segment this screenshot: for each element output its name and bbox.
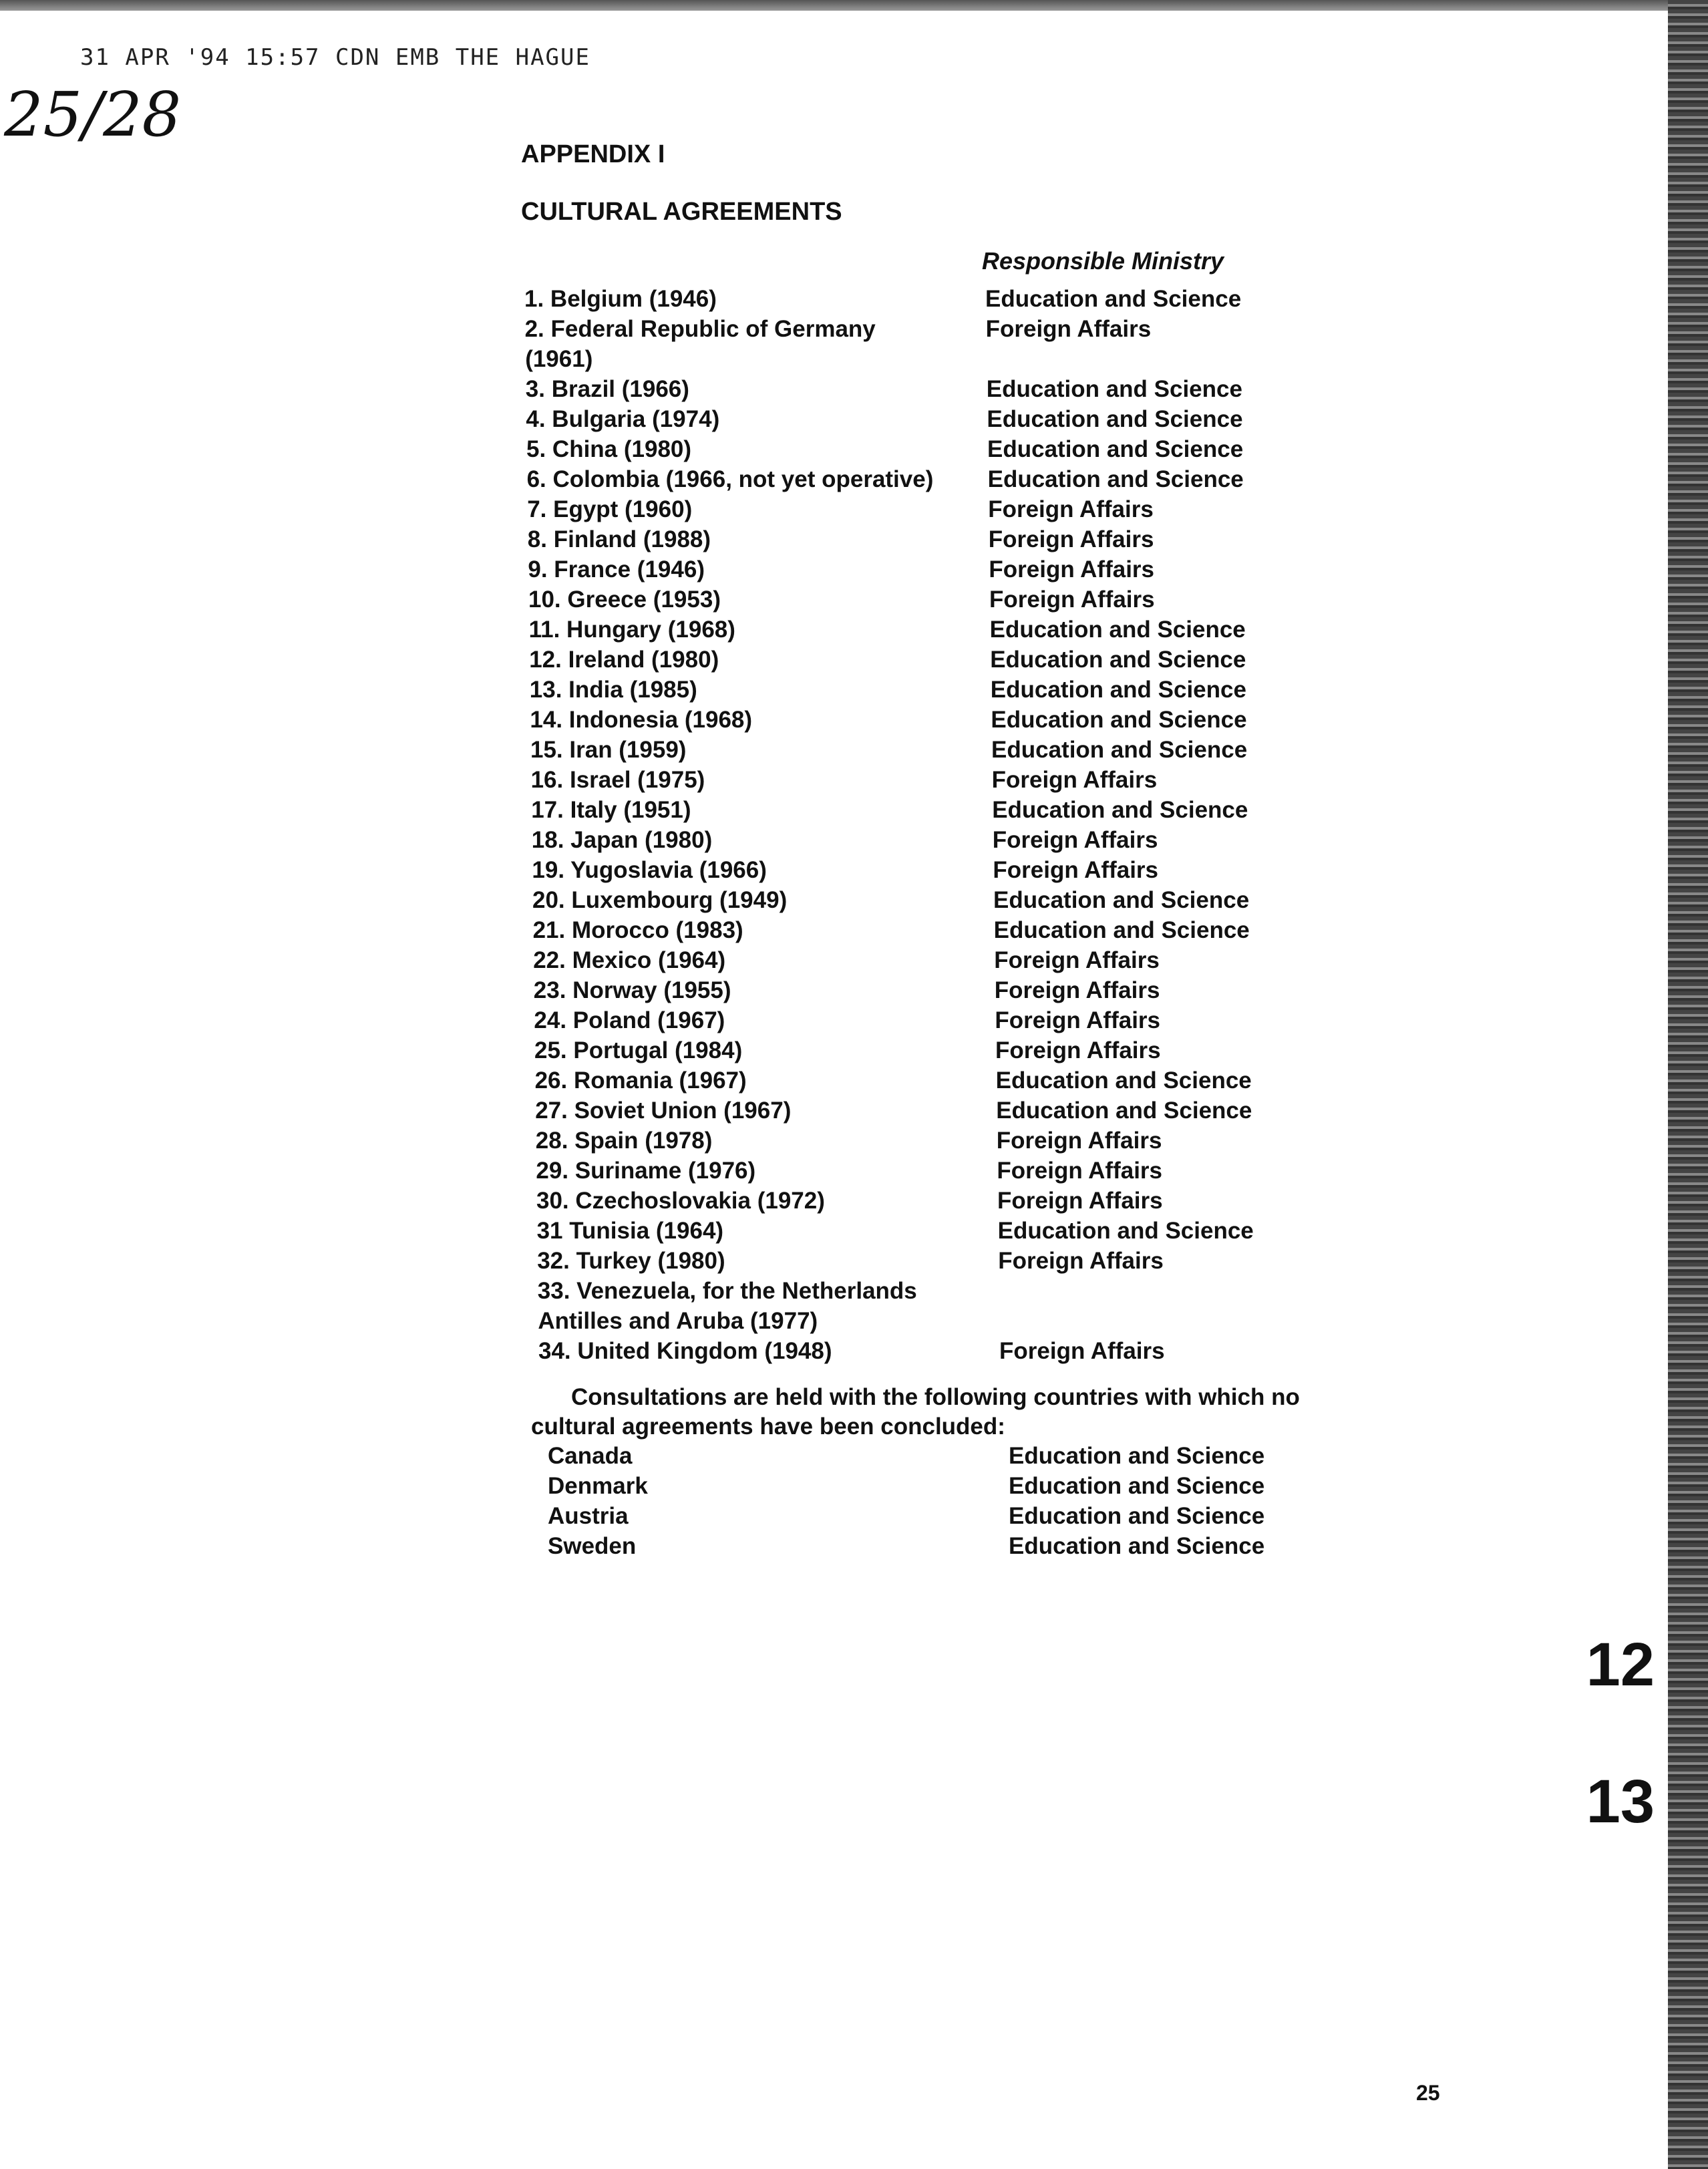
ministry-entry: Foreign Affairs: [989, 556, 1155, 582]
ministry-entry: Foreign Affairs: [997, 1158, 1163, 1184]
country-entry: Sweden: [548, 1533, 637, 1559]
country-entry: 14. Indonesia (1968): [530, 707, 753, 733]
ministry-entry: Education and Science: [987, 436, 1244, 462]
ministry-entry: Education and Science: [987, 406, 1243, 432]
country-entry: Denmark: [548, 1473, 648, 1499]
ministry-entry: Foreign Affairs: [992, 827, 1158, 853]
country-entry: 3. Brazil (1966): [525, 376, 689, 402]
country-entry: 1. Belgium (1946): [524, 286, 717, 312]
ministry-entry: Education and Science: [985, 286, 1242, 312]
scan-top-edge: [0, 0, 1708, 11]
country-entry: 15. Iran (1959): [530, 737, 687, 763]
country-entry: 31 Tunisia (1964): [536, 1218, 724, 1244]
consultations-paragraph: [531, 1383, 1366, 1442]
country-entry: 19. Yugoslavia (1966): [532, 857, 767, 883]
country-entry: 23. Norway (1955): [533, 977, 731, 1003]
fax-header: 31 APR '94 15:57 CDN EMB THE HAGUE: [80, 44, 590, 71]
ministry-entry: Education and Science: [1009, 1443, 1265, 1469]
country-entry: 10. Greece (1953): [528, 587, 721, 613]
country-entry: 7. Egypt (1960): [527, 496, 693, 522]
ministry-entry: Education and Science: [995, 1067, 1252, 1094]
country-entry: 11. Hungary (1968): [528, 617, 735, 643]
country-entry: 16. Israel (1975): [530, 767, 705, 793]
ministry-entry: Education and Science: [997, 1218, 1254, 1244]
ministry-entry: Education and Science: [991, 737, 1248, 763]
ministry-entry: Foreign Affairs: [985, 316, 1152, 342]
ministry-entry: Education and Science: [989, 617, 1246, 643]
ministry-entry: Foreign Affairs: [996, 1128, 1162, 1154]
country-entry: 17. Italy (1951): [531, 797, 691, 823]
ministry-entry: Foreign Affairs: [994, 977, 1160, 1003]
ministry-entry: Education and Science: [987, 466, 1244, 492]
country-entry: 9. France (1946): [528, 556, 705, 582]
ministry-entry: Foreign Affairs: [997, 1188, 1163, 1214]
consultations-line-2: cultural agreements have been concluded:: [531, 1413, 1005, 1440]
country-entry: 18. Japan (1980): [531, 827, 713, 853]
tab-label-13: 13: [1586, 1768, 1655, 1836]
ministry-entry: Foreign Affairs: [989, 587, 1155, 613]
consultations-line-1: Consultations are held with the following countries with which no: [571, 1384, 1300, 1410]
tab-label-12: 12: [1586, 1631, 1655, 1699]
ministry-entry: Education and Science: [996, 1098, 1252, 1124]
ministry-entry: Education and Science: [1009, 1473, 1265, 1499]
ministry-entry: Education and Science: [991, 707, 1247, 733]
country-entry: 32. Turkey (1980): [537, 1248, 725, 1274]
ministry-entry: Education and Science: [1009, 1533, 1265, 1559]
scan-right-edge: [1668, 0, 1708, 2169]
country-entry: 20. Luxembourg (1949): [532, 887, 788, 913]
ministry-entry: Education and Science: [992, 797, 1248, 823]
country-entry: 33. Venezuela, for the Netherlands: [537, 1278, 917, 1304]
ministry-entry: Foreign Affairs: [988, 526, 1154, 552]
country-entry: 21. Morocco (1983): [532, 917, 743, 943]
page-number: 25: [1416, 2081, 1440, 2105]
country-entry: 25. Portugal (1984): [534, 1037, 743, 1063]
country-entry: 27. Soviet Union (1967): [535, 1098, 792, 1124]
country-entry: 28. Spain (1978): [535, 1128, 713, 1154]
country-entry: Austria: [548, 1503, 629, 1529]
country-entry: 34. United Kingdom (1948): [538, 1338, 832, 1364]
country-entry: 29. Suriname (1976): [536, 1158, 756, 1184]
ministry-entry: Foreign Affairs: [998, 1248, 1164, 1274]
ministry-entry: Foreign Affairs: [993, 857, 1159, 883]
country-entry: 22. Mexico (1964): [533, 947, 726, 973]
country-entry: 2. Federal Republic of Germany: [524, 316, 876, 342]
ministry-entry: Foreign Affairs: [991, 767, 1158, 793]
country-entry: (1961): [525, 346, 593, 372]
ministry-entry: Foreign Affairs: [988, 496, 1154, 522]
ministry-entry: Education and Science: [990, 647, 1246, 673]
ministry-entry: Foreign Affairs: [995, 1007, 1161, 1033]
country-entry: 5. China (1980): [526, 436, 692, 462]
ministry-entry: Education and Science: [990, 677, 1246, 703]
ministry-entry: Education and Science: [993, 887, 1250, 913]
ministry-entry: Foreign Affairs: [995, 1037, 1161, 1063]
handwritten-page-count: 25/28: [4, 79, 182, 150]
ministry-entry: Education and Science: [993, 917, 1250, 943]
country-entry: Antilles and Aruba (1977): [538, 1308, 818, 1334]
section-title: CULTURAL AGREEMENTS: [521, 198, 842, 226]
appendix-title: APPENDIX I: [521, 140, 665, 168]
ministry-entry: Education and Science: [986, 376, 1242, 402]
country-entry: 4. Bulgaria (1974): [526, 406, 720, 432]
country-entry: 30. Czechoslovakia (1972): [536, 1188, 825, 1214]
column-header-ministry: Responsible Ministry: [982, 247, 1224, 275]
country-entry: 12. Ireland (1980): [529, 647, 719, 673]
country-entry: 26. Romania (1967): [534, 1067, 747, 1094]
ministry-entry: Foreign Affairs: [994, 947, 1160, 973]
ministry-entry: Education and Science: [1009, 1503, 1265, 1529]
country-entry: 6. Colombia (1966, not yet operative): [526, 466, 934, 492]
ministry-entry: Foreign Affairs: [999, 1338, 1165, 1364]
country-entry: 13. India (1985): [529, 677, 697, 703]
country-entry: 8. Finland (1988): [527, 526, 711, 552]
country-entry: 24. Poland (1967): [534, 1007, 725, 1033]
country-entry: Canada: [548, 1443, 633, 1469]
